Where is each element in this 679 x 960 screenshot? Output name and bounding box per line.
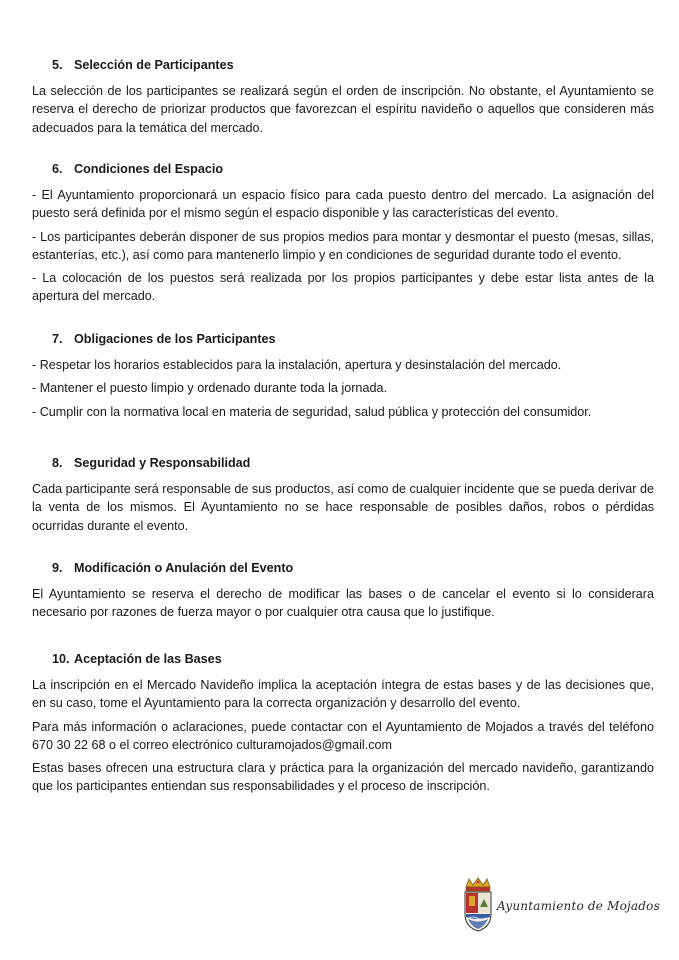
section-title: Condiciones del Espacio bbox=[74, 162, 224, 176]
section-number: 8. bbox=[52, 456, 63, 470]
section-paragraph: El Ayuntamiento se reserva el derecho de modificar las bases o de cancelar el evento si lo considerara necesario por razones de fuerza mayor o por cualquier otra causa que lo justifique. bbox=[32, 587, 654, 620]
section-title: Aceptación de las Bases bbox=[74, 652, 222, 666]
section-paragraph: Cada participante será responsable de sus productos, así como de cualquier incidente que se pueda derivar de la venta de los mismos. El Ayuntamiento no se hace responsable de posibles daños, robos o pérdidas ocurridas durante el evento. bbox=[32, 482, 654, 533]
section-paragraph: - El Ayuntamiento proporcionará un espacio físico para cada puesto dentro del mercado. La asignación del puesto será definida por el mismo según el espacio disponible y las características del evento. bbox=[32, 188, 654, 221]
section-title: Obligaciones de los Participantes bbox=[74, 332, 276, 346]
section-8 bbox=[32, 455, 654, 540]
section-9 bbox=[32, 560, 654, 627]
section-title: Selección de Participantes bbox=[74, 58, 234, 72]
section-heading bbox=[32, 161, 654, 177]
section-heading bbox=[32, 455, 654, 471]
section-number: 7. bbox=[52, 332, 63, 346]
section-number: 9. bbox=[52, 561, 63, 575]
section-paragraph: - Respetar los horarios establecidos para la instalación, apertura y desinstalación del mercado. bbox=[32, 358, 562, 372]
section-paragraph: - Mantener el puesto limpio y ordenado durante toda la jornada. bbox=[32, 381, 387, 396]
section-paragraph: La selección de los participantes se realizará según el orden de inscripción. No obstante, el Ayuntamiento se reserva el derecho de priorizar productos que favorezcan el espíritu navideño o aquellos que consideren más adecuados para la temática del mercado. bbox=[32, 84, 654, 135]
section-paragraph: - Los participantes deberán disponer de sus propios medios para montar y desmontar el puesto (mesas, sillas, estanterías, etc.), así como para mantenerlo limpio y en condiciones de seguridad durante todo el evento. bbox=[32, 229, 654, 262]
section-heading bbox=[32, 651, 654, 667]
section-7 bbox=[32, 331, 654, 426]
section-heading bbox=[32, 331, 654, 347]
coat-of-arms-icon bbox=[461, 877, 495, 933]
section-heading bbox=[32, 560, 654, 576]
section-5 bbox=[32, 57, 654, 142]
section-heading bbox=[32, 57, 654, 73]
section-paragraph: - Cumplir con la normativa local en materia de seguridad, salud pública y protección del consumidor. bbox=[32, 404, 592, 419]
section-paragraph: La inscripción en el Mercado Navideño implica la aceptación íntegra de estas bases y de las decisiones que, en su caso, tome el Ayuntamiento para la correcta organización y desarrollo del evento. bbox=[32, 678, 654, 711]
section-6 bbox=[32, 161, 654, 311]
footer-signature-block bbox=[461, 877, 661, 933]
section-paragraph: - La colocación de los puestos será realizada por los propios participantes y debe estar lista antes de la apertura del mercado. bbox=[32, 271, 654, 304]
section-title: Seguridad y Responsabilidad bbox=[74, 456, 251, 470]
section-number: 10. bbox=[52, 652, 70, 666]
section-paragraph: Estas bases ofrecen una estructura clara y práctica para la organización del mercado navideño, garantizando que los participantes entiendan sus responsabilidades y el proceso de inscripción. bbox=[32, 761, 654, 794]
section-number: 5. bbox=[52, 58, 63, 72]
signature-text: Ayuntamiento de Mojados bbox=[497, 899, 660, 913]
section-10 bbox=[32, 651, 654, 801]
section-title: Modificación o Anulación del Evento bbox=[74, 561, 294, 575]
section-number: 6. bbox=[52, 162, 63, 176]
section-paragraph: Para más información o aclaraciones, puede contactar con el Ayuntamiento de Mojados a través del teléfono 670 30 22 68 o el correo electrónico culturamojados@gmail.com bbox=[32, 719, 654, 752]
